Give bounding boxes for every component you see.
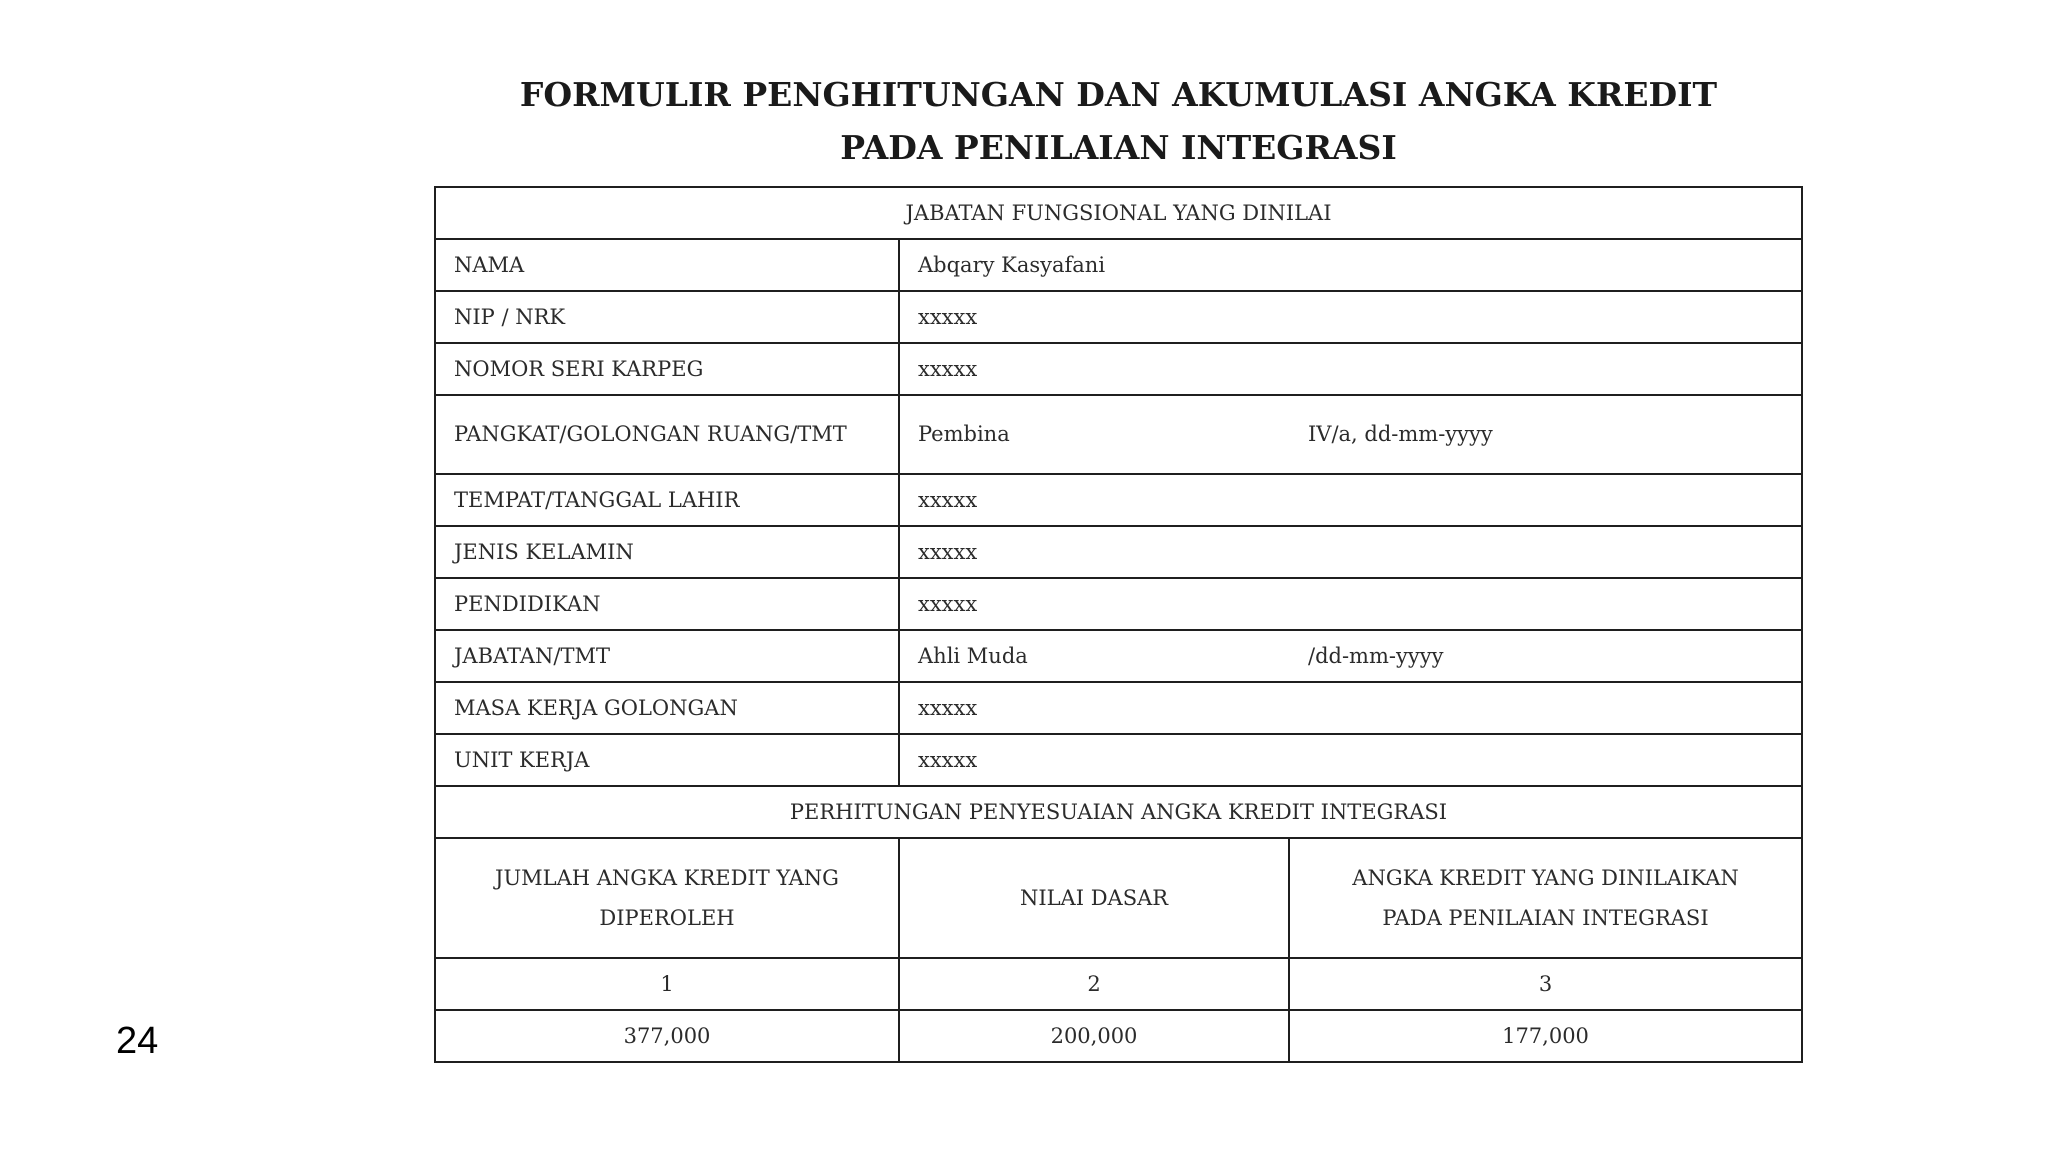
calc-header-row	[435, 838, 1802, 958]
field-label: JABATAN/TMT	[435, 630, 899, 682]
form-title-line2: PADA PENILAIAN INTEGRASI	[840, 128, 1397, 167]
calc-header-jumlah: JUMLAH ANGKA KREDIT YANG DIPEROLEH	[435, 838, 899, 958]
field-row-jabatan	[435, 630, 1802, 682]
field-row-karpeg	[435, 343, 1802, 395]
page-number: 24	[116, 1020, 159, 1062]
field-row-unit-kerja	[435, 734, 1802, 786]
field-value-secondary: IV/a, dd-mm-yyyy	[1308, 422, 1493, 446]
form-title-line1: FORMULIR PENGHITUNGAN DAN AKUMULASI ANGKA KREDIT	[519, 75, 1718, 114]
field-label: NOMOR SERI KARPEG	[435, 343, 899, 395]
calc-number: 1	[435, 958, 899, 1010]
field-label: NIP / NRK	[435, 291, 899, 343]
calc-number: 2	[899, 958, 1289, 1010]
section1-header-row	[435, 187, 1802, 239]
calc-value-row	[435, 1010, 1802, 1062]
field-label: JENIS KELAMIN	[435, 526, 899, 578]
form-table	[434, 186, 1803, 1063]
field-label: PANGKAT/GOLONGAN RUANG/TMT	[435, 395, 899, 474]
field-value: xxxxx	[899, 578, 1802, 630]
field-value: Abqary Kasyafani	[899, 239, 1802, 291]
field-label: PENDIDIKAN	[435, 578, 899, 630]
calc-header-nilai-dasar: NILAI DASAR	[899, 838, 1289, 958]
calc-number-row	[435, 958, 1802, 1010]
calc-header-angka-kredit: ANGKA KREDIT YANG DINILAIKAN PADA PENILAIAN INTEGRASI	[1289, 838, 1802, 958]
field-value: xxxxx	[899, 734, 1802, 786]
field-value: xxxxx	[899, 291, 1802, 343]
field-value: xxxxx	[899, 474, 1802, 526]
field-value-secondary: /dd-mm-yyyy	[1308, 643, 1444, 668]
field-row-pendidikan	[435, 578, 1802, 630]
field-label: MASA KERJA GOLONGAN	[435, 682, 899, 734]
field-value: Ahli Muda	[918, 643, 1028, 668]
section2-header-row	[435, 786, 1802, 838]
field-label: UNIT KERJA	[435, 734, 899, 786]
field-row-nip	[435, 291, 1802, 343]
field-value: Pembina	[918, 422, 1010, 446]
section2-header: PERHITUNGAN PENYESUAIAN ANGKA KREDIT INTEGRASI	[435, 786, 1802, 838]
field-row-ttl	[435, 474, 1802, 526]
calc-value-angka-kredit: 177,000	[1289, 1010, 1802, 1062]
field-value-split	[899, 395, 1802, 474]
field-value: xxxxx	[899, 526, 1802, 578]
calc-value-nilai-dasar: 200,000	[899, 1010, 1289, 1062]
field-row-pangkat	[435, 395, 1802, 474]
form-title	[435, 68, 1802, 174]
calc-value-jumlah: 377,000	[435, 1010, 899, 1062]
field-value: xxxxx	[899, 682, 1802, 734]
field-row-masa-kerja	[435, 682, 1802, 734]
field-value-split	[899, 630, 1802, 682]
field-row-kelamin	[435, 526, 1802, 578]
calc-number: 3	[1289, 958, 1802, 1010]
section1-header: JABATAN FUNGSIONAL YANG DINILAI	[435, 187, 1802, 239]
field-label: NAMA	[435, 239, 899, 291]
field-label: TEMPAT/TANGGAL LAHIR	[435, 474, 899, 526]
field-row-nama	[435, 239, 1802, 291]
field-value: xxxxx	[899, 343, 1802, 395]
